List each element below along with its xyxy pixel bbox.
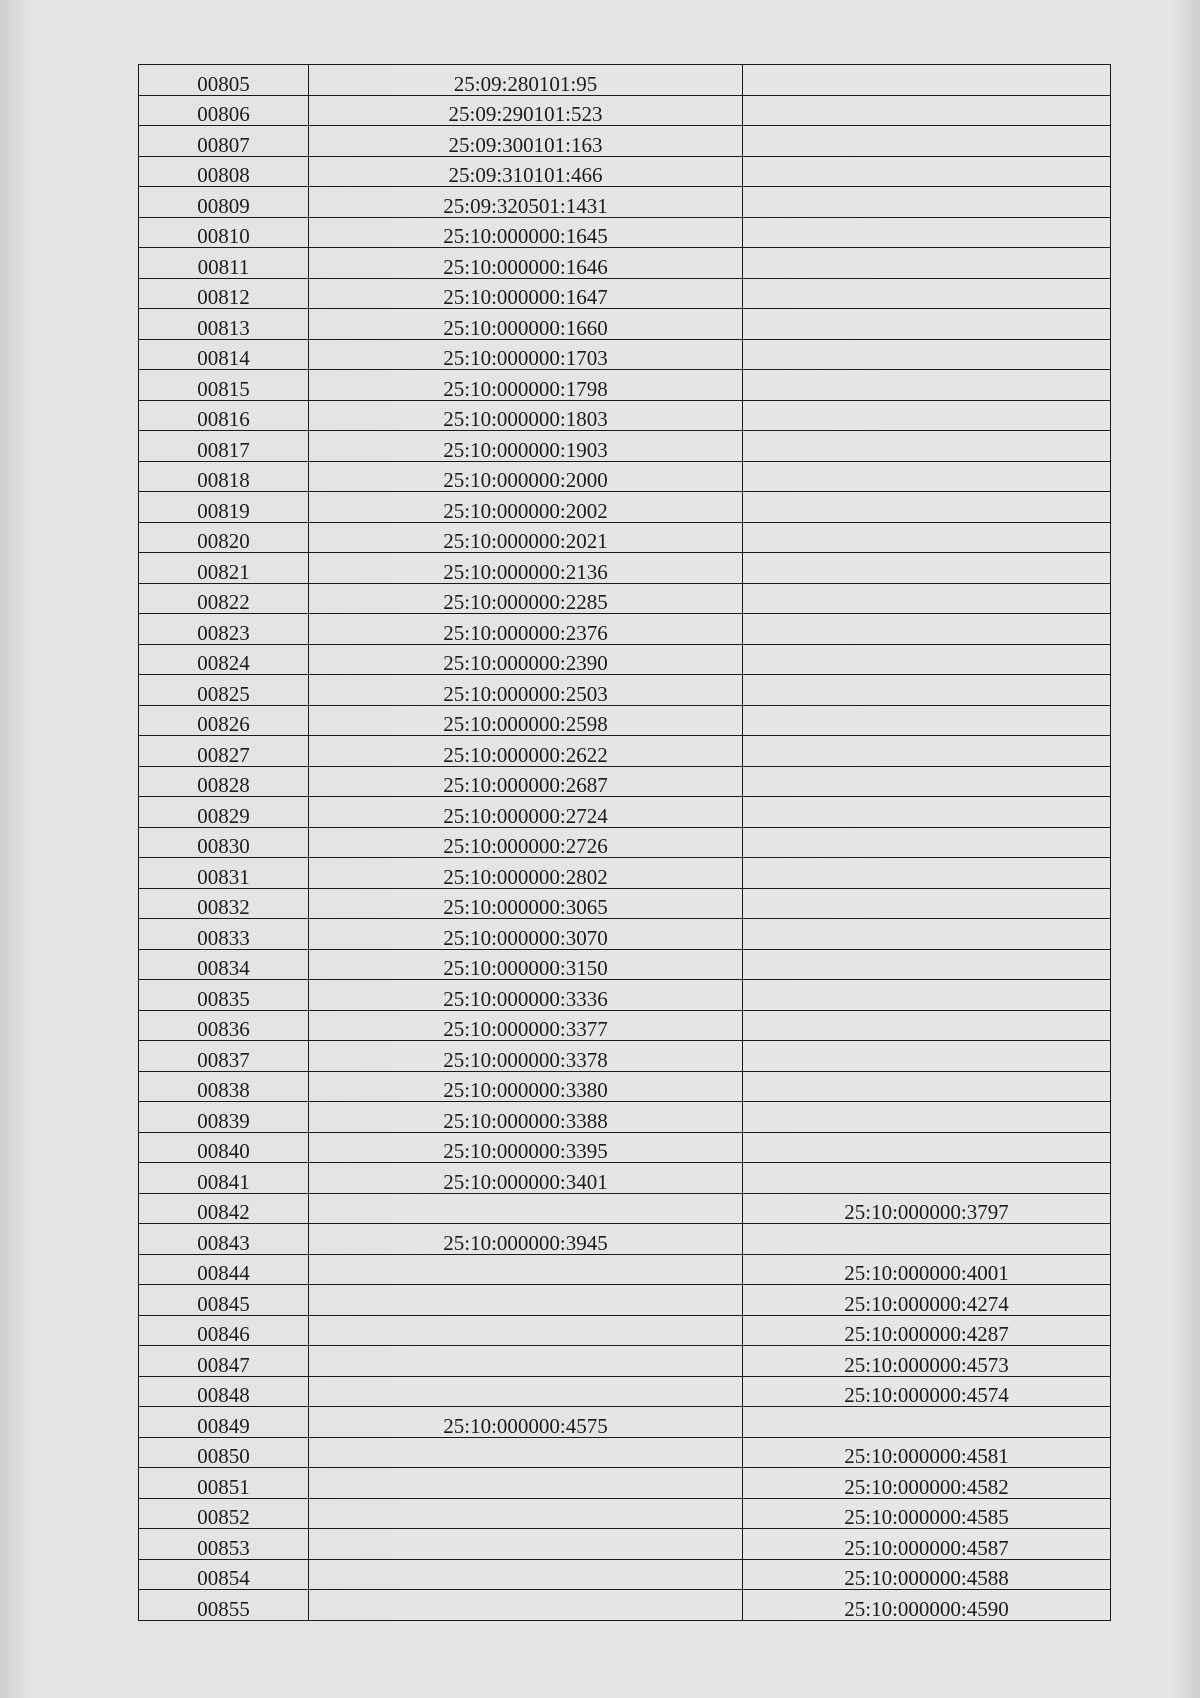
cadastral-number-cell: 25:10:000000:3395 <box>309 1132 743 1163</box>
cadastral-number-alt-cell <box>743 400 1111 431</box>
cadastral-number-cell: 25:10:000000:2376 <box>309 614 743 645</box>
row-number-cell: 00853 <box>139 1529 309 1560</box>
cadastral-number-cell: 25:10:000000:2726 <box>309 827 743 858</box>
cadastral-number-cell: 25:10:000000:3070 <box>309 919 743 950</box>
cadastral-number-cell: 25:10:000000:3336 <box>309 980 743 1011</box>
table-row <box>139 1254 1111 1285</box>
row-number-cell: 00836 <box>139 1010 309 1041</box>
cadastral-number-alt-cell: 25:10:000000:4287 <box>743 1315 1111 1346</box>
row-number-cell: 00825 <box>139 675 309 706</box>
cadastral-number-cell: 25:10:000000:1803 <box>309 400 743 431</box>
table-row <box>139 1041 1111 1072</box>
table-row <box>139 95 1111 126</box>
row-number-cell: 00841 <box>139 1163 309 1194</box>
cadastral-number-cell: 25:10:000000:3150 <box>309 949 743 980</box>
cadastral-number-cell <box>309 1346 743 1377</box>
table-row <box>139 949 1111 980</box>
cadastral-number-cell: 25:09:310101:466 <box>309 156 743 187</box>
cadastral-number-alt-cell <box>743 370 1111 401</box>
table-row <box>139 248 1111 279</box>
cadastral-number-alt-cell <box>743 339 1111 370</box>
cadastral-number-cell: 25:10:000000:3377 <box>309 1010 743 1041</box>
row-number-cell: 00811 <box>139 248 309 279</box>
row-number-cell: 00855 <box>139 1590 309 1621</box>
row-number-cell: 00828 <box>139 766 309 797</box>
cadastral-number-alt-cell <box>743 797 1111 828</box>
row-number-cell: 00854 <box>139 1559 309 1590</box>
cadastral-number-cell: 25:10:000000:2002 <box>309 492 743 523</box>
cadastral-number-alt-cell <box>743 1407 1111 1438</box>
row-number-cell: 00818 <box>139 461 309 492</box>
cadastral-number-cell: 25:10:000000:2021 <box>309 522 743 553</box>
row-number-cell: 00837 <box>139 1041 309 1072</box>
cadastral-number-alt-cell: 25:10:000000:4590 <box>743 1590 1111 1621</box>
cadastral-number-alt-cell: 25:10:000000:4581 <box>743 1437 1111 1468</box>
cadastral-number-alt-cell <box>743 431 1111 462</box>
cadastral-number-cell: 25:10:000000:1646 <box>309 248 743 279</box>
row-number-cell: 00830 <box>139 827 309 858</box>
table-row <box>139 65 1111 96</box>
table-row <box>139 461 1111 492</box>
table-row <box>139 644 1111 675</box>
row-number-cell: 00834 <box>139 949 309 980</box>
cadastral-number-alt-cell <box>743 309 1111 340</box>
row-number-cell: 00816 <box>139 400 309 431</box>
row-number-cell: 00808 <box>139 156 309 187</box>
row-number-cell: 00826 <box>139 705 309 736</box>
table-body <box>139 65 1111 1621</box>
row-number-cell: 00829 <box>139 797 309 828</box>
cadastral-number-cell: 25:10:000000:3378 <box>309 1041 743 1072</box>
cadastral-number-cell: 25:10:000000:2390 <box>309 644 743 675</box>
cadastral-number-alt-cell <box>743 156 1111 187</box>
table-row <box>139 797 1111 828</box>
table-row <box>139 583 1111 614</box>
table-row <box>139 309 1111 340</box>
cadastral-number-cell: 25:10:000000:4575 <box>309 1407 743 1438</box>
cadastral-number-alt-cell <box>743 614 1111 645</box>
table-row <box>139 888 1111 919</box>
cadastral-number-cell: 25:10:000000:2598 <box>309 705 743 736</box>
cadastral-number-alt-cell: 25:10:000000:3797 <box>743 1193 1111 1224</box>
cadastral-number-alt-cell <box>743 888 1111 919</box>
row-number-cell: 00819 <box>139 492 309 523</box>
cadastral-number-alt-cell <box>743 1041 1111 1072</box>
row-number-cell: 00847 <box>139 1346 309 1377</box>
table-row <box>139 278 1111 309</box>
cadastral-number-alt-cell <box>743 278 1111 309</box>
cadastral-number-alt-cell: 25:10:000000:4588 <box>743 1559 1111 1590</box>
cadastral-number-alt-cell: 25:10:000000:4274 <box>743 1285 1111 1316</box>
cadastral-number-cell <box>309 1590 743 1621</box>
cadastral-number-cell: 25:10:000000:1660 <box>309 309 743 340</box>
cadastral-number-alt-cell <box>743 644 1111 675</box>
table-row <box>139 919 1111 950</box>
row-number-cell: 00824 <box>139 644 309 675</box>
cadastral-number-cell: 25:10:000000:2687 <box>309 766 743 797</box>
table-row <box>139 614 1111 645</box>
cadastral-number-alt-cell <box>743 1102 1111 1133</box>
cadastral-number-cell: 25:10:000000:1798 <box>309 370 743 401</box>
cadastral-number-cell <box>309 1437 743 1468</box>
table-row <box>139 1132 1111 1163</box>
cadastral-number-alt-cell <box>743 461 1111 492</box>
row-number-cell: 00846 <box>139 1315 309 1346</box>
table-row <box>139 492 1111 523</box>
cadastral-number-cell <box>309 1285 743 1316</box>
cadastral-number-cell: 25:09:300101:163 <box>309 126 743 157</box>
table-row <box>139 1285 1111 1316</box>
cadastral-number-alt-cell <box>743 95 1111 126</box>
table-row <box>139 1315 1111 1346</box>
cadastral-number-cell: 25:10:000000:2136 <box>309 553 743 584</box>
table-row <box>139 827 1111 858</box>
row-number-cell: 00812 <box>139 278 309 309</box>
cadastral-number-cell: 25:10:000000:3388 <box>309 1102 743 1133</box>
cadastral-number-cell <box>309 1559 743 1590</box>
table-row <box>139 1010 1111 1041</box>
cadastral-number-alt-cell <box>743 919 1111 950</box>
table-row <box>139 431 1111 462</box>
cadastral-number-alt-cell: 25:10:000000:4573 <box>743 1346 1111 1377</box>
row-number-cell: 00822 <box>139 583 309 614</box>
table-row <box>139 736 1111 767</box>
row-number-cell: 00835 <box>139 980 309 1011</box>
row-number-cell: 00805 <box>139 65 309 96</box>
row-number-cell: 00838 <box>139 1071 309 1102</box>
table-row <box>139 858 1111 889</box>
cadastral-number-alt-cell <box>743 583 1111 614</box>
cadastral-number-alt-cell <box>743 766 1111 797</box>
cadastral-number-alt-cell: 25:10:000000:4587 <box>743 1529 1111 1560</box>
cadastral-number-alt-cell <box>743 1163 1111 1194</box>
cadastral-number-alt-cell <box>743 248 1111 279</box>
table-row <box>139 766 1111 797</box>
cadastral-number-cell: 25:10:000000:3401 <box>309 1163 743 1194</box>
table-row <box>139 1071 1111 1102</box>
cadastral-number-cell <box>309 1193 743 1224</box>
cadastral-number-alt-cell <box>743 187 1111 218</box>
row-number-cell: 00842 <box>139 1193 309 1224</box>
table-row <box>139 1529 1111 1560</box>
cadastral-number-cell: 25:09:280101:95 <box>309 65 743 96</box>
cadastral-number-cell: 25:10:000000:2503 <box>309 675 743 706</box>
cadastral-number-alt-cell <box>743 1224 1111 1255</box>
row-number-cell: 00844 <box>139 1254 309 1285</box>
cadastral-number-cell: 25:10:000000:2724 <box>309 797 743 828</box>
cadastral-number-alt-cell: 25:10:000000:4585 <box>743 1498 1111 1529</box>
cadastral-number-alt-cell <box>743 1071 1111 1102</box>
cadastral-number-cell <box>309 1498 743 1529</box>
cadastral-number-alt-cell <box>743 65 1111 96</box>
table-row <box>139 1193 1111 1224</box>
table-row <box>139 1102 1111 1133</box>
cadastral-number-alt-cell <box>743 217 1111 248</box>
row-number-cell: 00833 <box>139 919 309 950</box>
cadastral-number-cell: 25:10:000000:1703 <box>309 339 743 370</box>
cadastral-number-alt-cell <box>743 949 1111 980</box>
cadastral-number-alt-cell: 25:10:000000:4001 <box>743 1254 1111 1285</box>
table-row <box>139 1224 1111 1255</box>
cadastral-number-cell: 25:10:000000:3945 <box>309 1224 743 1255</box>
row-number-cell: 00839 <box>139 1102 309 1133</box>
cadastral-number-alt-cell <box>743 675 1111 706</box>
cadastral-number-alt-cell <box>743 126 1111 157</box>
cadastral-number-cell <box>309 1254 743 1285</box>
row-number-cell: 00851 <box>139 1468 309 1499</box>
cadastral-number-alt-cell <box>743 858 1111 889</box>
cadastral-number-alt-cell <box>743 553 1111 584</box>
table-row <box>139 156 1111 187</box>
cadastral-number-cell <box>309 1468 743 1499</box>
row-number-cell: 00817 <box>139 431 309 462</box>
table-row <box>139 1498 1111 1529</box>
table-row <box>139 217 1111 248</box>
row-number-cell: 00849 <box>139 1407 309 1438</box>
cadastral-number-alt-cell: 25:10:000000:4582 <box>743 1468 1111 1499</box>
row-number-cell: 00840 <box>139 1132 309 1163</box>
table-row <box>139 339 1111 370</box>
table-row <box>139 705 1111 736</box>
table-row <box>139 1407 1111 1438</box>
row-number-cell: 00852 <box>139 1498 309 1529</box>
row-number-cell: 00809 <box>139 187 309 218</box>
cadastral-number-alt-cell <box>743 1132 1111 1163</box>
table-row <box>139 400 1111 431</box>
cadastral-number-cell: 25:10:000000:2285 <box>309 583 743 614</box>
cadastral-number-cell: 25:10:000000:1903 <box>309 431 743 462</box>
cadastral-number-alt-cell <box>743 1010 1111 1041</box>
row-number-cell: 00843 <box>139 1224 309 1255</box>
cadastral-number-cell <box>309 1529 743 1560</box>
row-number-cell: 00850 <box>139 1437 309 1468</box>
table-row <box>139 1559 1111 1590</box>
row-number-cell: 00831 <box>139 858 309 889</box>
table-row <box>139 980 1111 1011</box>
row-number-cell: 00823 <box>139 614 309 645</box>
row-number-cell: 00806 <box>139 95 309 126</box>
cadastral-number-cell: 25:10:000000:2000 <box>309 461 743 492</box>
table-row <box>139 187 1111 218</box>
row-number-cell: 00815 <box>139 370 309 401</box>
row-number-cell: 00827 <box>139 736 309 767</box>
cadastral-number-cell: 25:10:000000:1645 <box>309 217 743 248</box>
table-row <box>139 1590 1111 1621</box>
cadastral-number-cell: 25:10:000000:3380 <box>309 1071 743 1102</box>
row-number-cell: 00813 <box>139 309 309 340</box>
cadastral-number-cell: 25:10:000000:2802 <box>309 858 743 889</box>
cadastral-number-alt-cell <box>743 522 1111 553</box>
row-number-cell: 00845 <box>139 1285 309 1316</box>
table-row <box>139 553 1111 584</box>
cadastral-number-cell: 25:10:000000:1647 <box>309 278 743 309</box>
table-row <box>139 522 1111 553</box>
row-number-cell: 00814 <box>139 339 309 370</box>
table-row <box>139 126 1111 157</box>
table-row <box>139 1376 1111 1407</box>
cadastral-number-alt-cell: 25:10:000000:4574 <box>743 1376 1111 1407</box>
cadastral-number-alt-cell <box>743 736 1111 767</box>
table-row <box>139 1163 1111 1194</box>
row-number-cell: 00820 <box>139 522 309 553</box>
cadastral-table <box>138 64 1111 1621</box>
row-number-cell: 00832 <box>139 888 309 919</box>
row-number-cell: 00810 <box>139 217 309 248</box>
table-row <box>139 1437 1111 1468</box>
table-row <box>139 1346 1111 1377</box>
row-number-cell: 00848 <box>139 1376 309 1407</box>
cadastral-number-cell: 25:09:320501:1431 <box>309 187 743 218</box>
cadastral-number-cell: 25:09:290101:523 <box>309 95 743 126</box>
row-number-cell: 00807 <box>139 126 309 157</box>
cadastral-number-alt-cell <box>743 827 1111 858</box>
cadastral-number-alt-cell <box>743 492 1111 523</box>
table-row <box>139 370 1111 401</box>
cadastral-number-alt-cell <box>743 980 1111 1011</box>
table-row <box>139 675 1111 706</box>
cadastral-number-cell <box>309 1376 743 1407</box>
row-number-cell: 00821 <box>139 553 309 584</box>
cadastral-number-cell: 25:10:000000:2622 <box>309 736 743 767</box>
table-row <box>139 1468 1111 1499</box>
cadastral-number-alt-cell <box>743 705 1111 736</box>
cadastral-number-cell: 25:10:000000:3065 <box>309 888 743 919</box>
cadastral-number-cell <box>309 1315 743 1346</box>
